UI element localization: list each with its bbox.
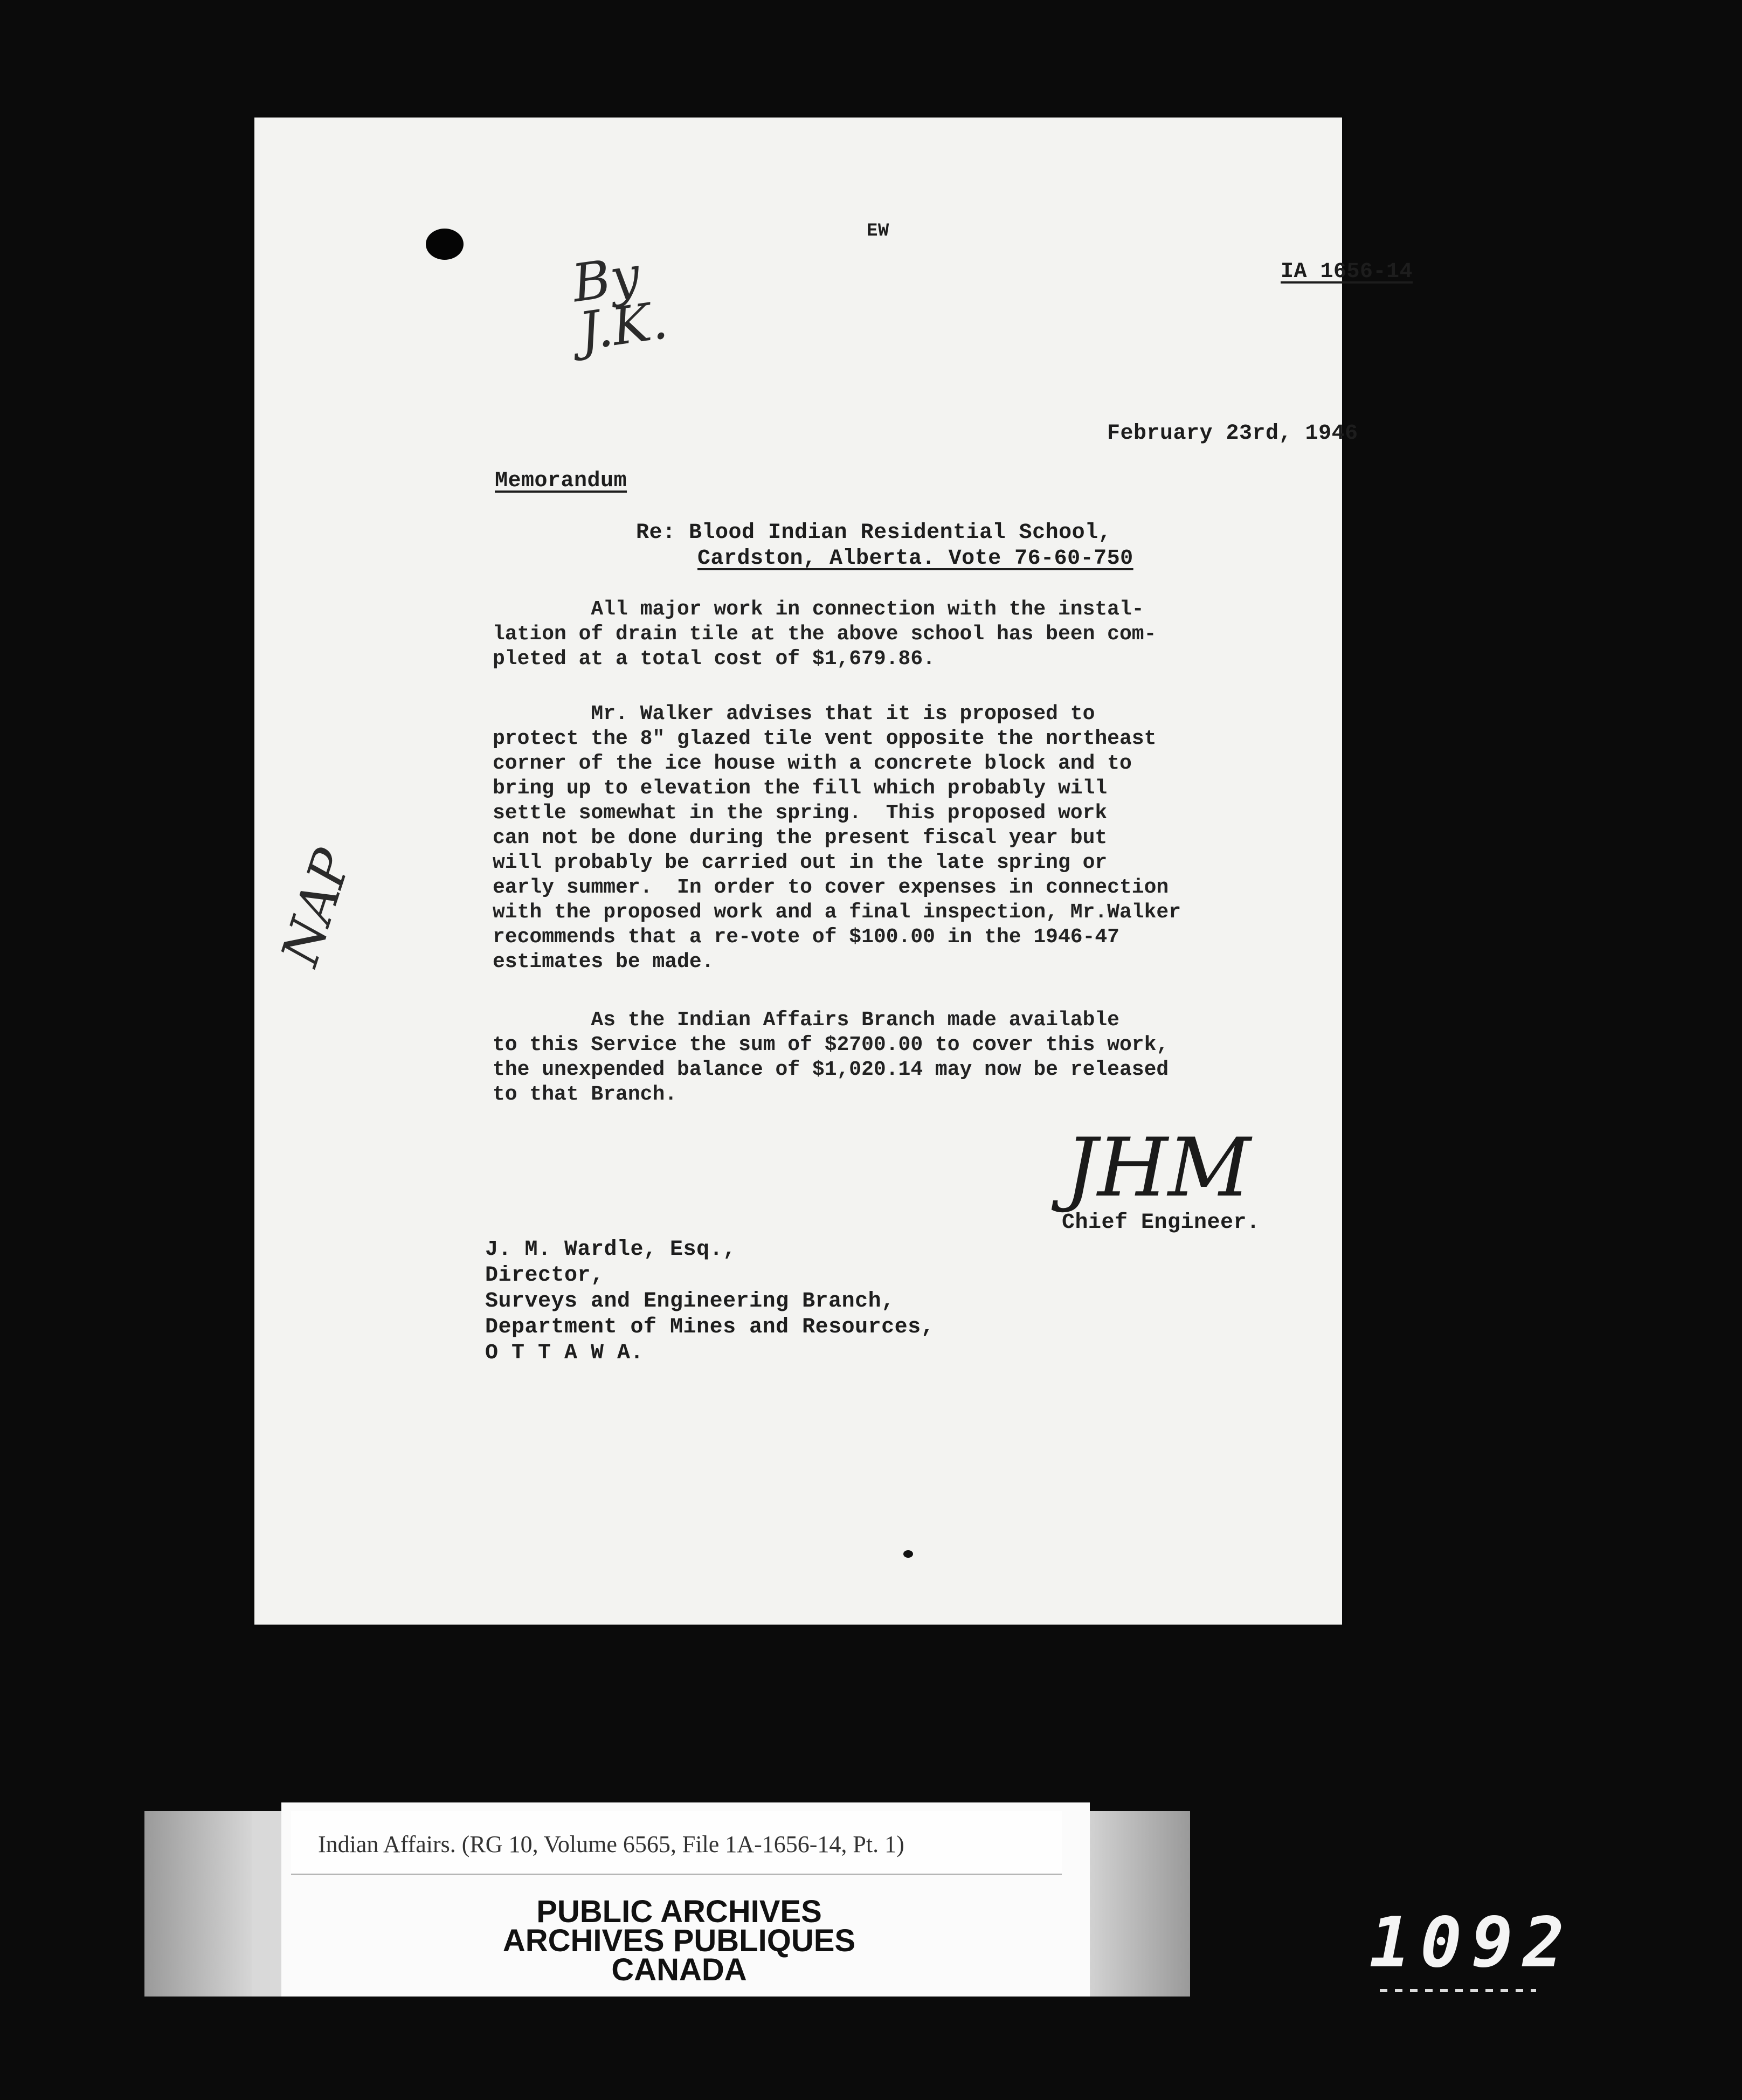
punch-hole: [426, 229, 464, 260]
archives-line-country: CANADA: [611, 1952, 747, 1987]
memo-date: February 23rd, 1946: [1107, 422, 1358, 446]
archive-citation: Indian Affairs. (RG 10, Volume 6565, File 1A-1656-14, Pt. 1): [318, 1831, 904, 1857]
ink-speck: [903, 1550, 913, 1558]
paragraph-completion: All major work in connection with the instal- lation of drain tile at the above school has been com- pleted at a total cost of $1,679.86.: [493, 598, 1157, 671]
handwritten-initials: By J.K.: [568, 245, 672, 362]
paragraph-proposed-work: Mr. Walker advises that it is proposed to protect the 8" glazed tile vent opposite the northeast corner of the ice house with a concrete block and to bring up to elevation the fill which probably will settle somewhat in the spring. This proposed work can not be done during the present fiscal year but will probably be carried out in the late spring or early summer. In order to cover expenses in connection with the proposed work and a final inspection, Mr.Walker recommends that a re-vote of $100.00 in the 1946-47 estimates be made.: [493, 702, 1181, 973]
archives-stamp: [410, 1894, 949, 1987]
file-reference: IA 1656-14: [1281, 260, 1413, 284]
typist-initials: EW: [867, 221, 889, 241]
recipient-branch: Surveys and Engineering Branch,: [485, 1289, 895, 1314]
strip-shadow-left: [144, 1811, 252, 1997]
memo-heading: Memorandum: [495, 469, 627, 493]
recipient-title: Director,: [485, 1263, 604, 1288]
signer-title: Chief Engineer.: [1062, 1211, 1260, 1235]
strip-shadow-right: [1082, 1811, 1190, 1997]
recipient-name: J. M. Wardle, Esq.,: [485, 1238, 736, 1262]
margin-annotation: NAP: [269, 842, 363, 973]
paragraph-balance-release: As the Indian Affairs Branch made available to this Service the sum of $2700.00 to cover this work, the unexpended balance of $1,020.14 may now be released to that Branch.: [493, 1008, 1169, 1106]
subject-line-2: Cardston, Alberta. Vote 76-60-750: [697, 547, 1133, 571]
microfilm-frame-number: 1092: [1369, 1903, 1574, 1983]
archives-line-french: ARCHIVES PUBLIQUES: [502, 1923, 856, 1958]
frame-number-underline: [1380, 1989, 1536, 1992]
signature: JHM: [1065, 1121, 1251, 1215]
recipient-city: O T T A W A.: [485, 1341, 644, 1365]
subject-line-1: Re: Blood Indian Residential School,: [636, 521, 1112, 545]
archives-line-english: PUBLIC ARCHIVES: [536, 1894, 822, 1929]
recipient-department: Department of Mines and Resources,: [485, 1315, 935, 1339]
